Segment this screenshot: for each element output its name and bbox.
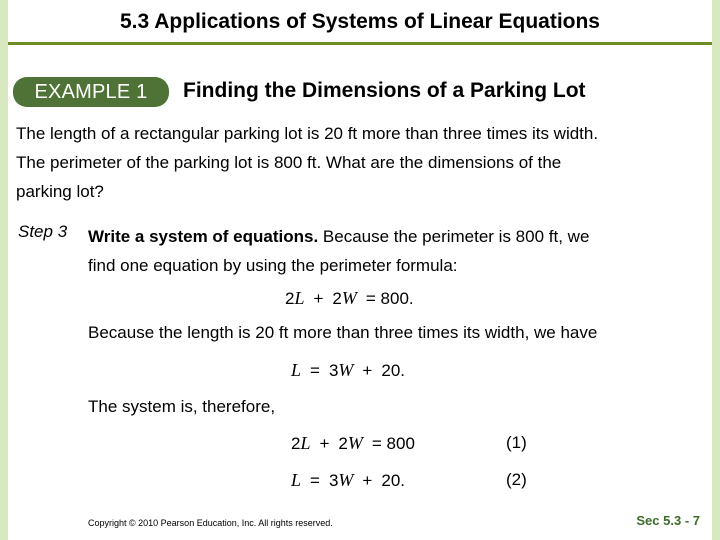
system-equation-1 — [291, 433, 415, 454]
step-rest-text: Because the perimeter is 800 ft, we — [318, 227, 590, 246]
problem-statement — [16, 119, 716, 206]
title-divider — [8, 42, 712, 45]
perimeter-equation — [285, 288, 414, 309]
length-equation — [291, 360, 405, 381]
equation-number-1: (1) — [506, 433, 527, 452]
system-intro-text: The system is, therefore, — [88, 397, 276, 416]
problem-line-3: parking lot? — [16, 182, 104, 201]
equation-term: 2 — [332, 289, 342, 308]
equation-term: L — [291, 360, 302, 380]
equation-term: 20. — [381, 361, 405, 380]
equation-term: + — [319, 434, 330, 453]
equation-term: 2 — [291, 434, 301, 453]
slide-title: 5.3 Applications of Systems of Linear Equations — [120, 10, 600, 33]
equation-term: W — [341, 288, 357, 308]
equation-term: W — [338, 360, 354, 380]
step-line-1 — [88, 222, 589, 251]
step-line-2: find one equation by using the perimeter formula: — [88, 256, 458, 275]
equation-term: 2 — [338, 434, 348, 453]
step-label: Step 3 — [18, 222, 68, 241]
slide-page-number: Sec 5.3 - 7 — [636, 513, 700, 528]
equation-term: 3 — [328, 471, 339, 490]
equation-term: = 800. — [365, 289, 414, 308]
problem-line-2: The perimeter of the parking lot is 800 ft. What are the dimensions of the — [16, 153, 562, 172]
example-badge: EXAMPLE 1 — [13, 77, 169, 107]
equation-term: + — [313, 289, 324, 308]
example-heading: Finding the Dimensions of a Parking Lot — [183, 79, 586, 102]
because-length-text: Because the length is 20 ft more than three times its width, we have — [88, 323, 598, 342]
equation-term: L — [291, 470, 302, 490]
equation-term: L — [294, 288, 305, 308]
equation-term: 3 — [328, 361, 339, 380]
problem-line-1: The length of a rectangular parking lot is 20 ft more than three times its width. — [16, 124, 599, 143]
equation-term: W — [347, 433, 363, 453]
equation-number-2: (2) — [506, 470, 527, 489]
step-text — [88, 222, 589, 280]
copyright-notice: Copyright © 2010 Pearson Education, Inc. All rights reserved. — [88, 518, 333, 528]
equation-term: = 800 — [371, 434, 415, 453]
equation-term: + — [362, 471, 373, 490]
equation-term: L — [300, 433, 311, 453]
equation-term: = — [310, 361, 320, 380]
right-border-rail — [712, 0, 720, 540]
equation-term: 20. — [381, 471, 405, 490]
equation-term: + — [362, 361, 373, 380]
equation-term: = — [310, 471, 320, 490]
step-bold-text: Write a system of equations. — [88, 227, 319, 246]
equation-term: W — [338, 470, 354, 490]
equation-term: 2 — [285, 289, 295, 308]
left-border-rail — [0, 0, 8, 540]
system-equation-2 — [291, 470, 405, 491]
